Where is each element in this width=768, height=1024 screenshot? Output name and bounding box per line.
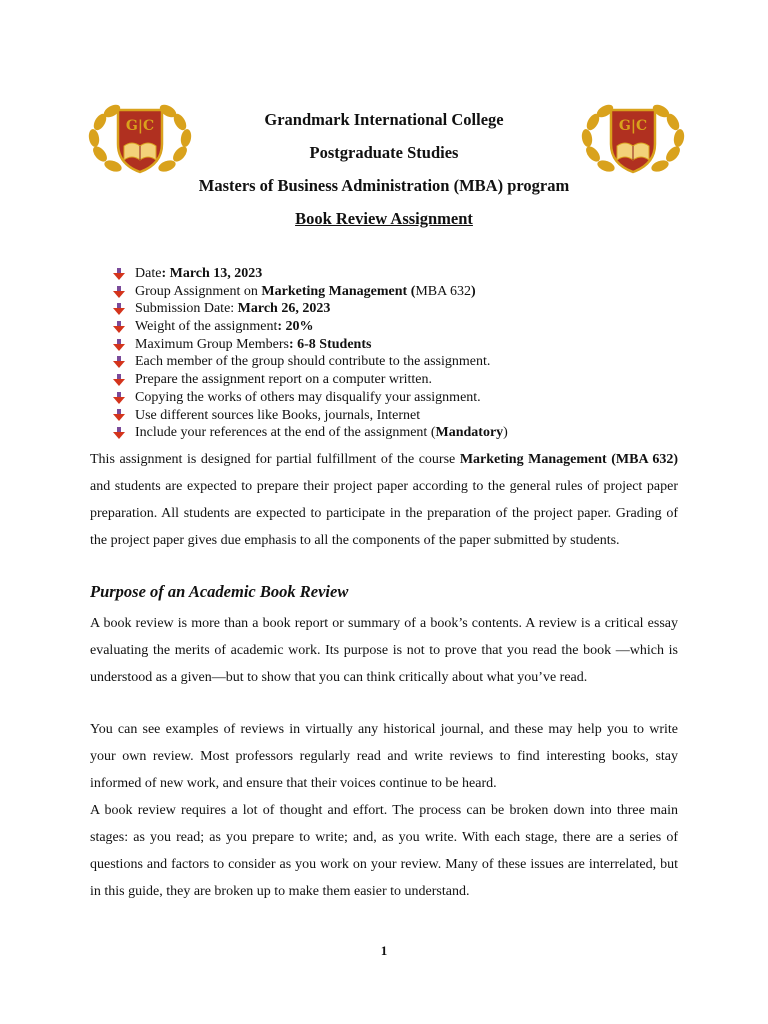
down-arrow-icon bbox=[113, 392, 125, 404]
down-arrow-icon bbox=[113, 409, 125, 421]
intro-paragraph bbox=[90, 446, 678, 554]
bullet-text: Copying the works of others may disqualify your assignment. bbox=[135, 389, 481, 405]
bullet-text-post: ) bbox=[503, 425, 508, 441]
department: Postgraduate Studies bbox=[309, 143, 459, 162]
bullet-text: Maximum Group Members bbox=[135, 336, 289, 352]
down-arrow-icon bbox=[113, 268, 125, 280]
bullet-item bbox=[113, 300, 713, 318]
bullet-item bbox=[113, 371, 713, 389]
bullet-text: Each member of the group should contribute to the assignment. bbox=[135, 354, 491, 370]
bullet-item bbox=[113, 265, 713, 283]
bullet-text: Prepare the assignment report on a computer written. bbox=[135, 372, 433, 388]
intro-text-rest: and students are expected to prepare their project paper according to the general rules of project paper preparation. All students are expected to participate in the preparation of the project paper. Grading of the project paper gives due emphasis to all the components of the paper submitted by students. bbox=[90, 479, 678, 548]
bullet-item bbox=[113, 407, 713, 425]
down-arrow-icon bbox=[113, 321, 125, 333]
bullet-item bbox=[113, 283, 713, 301]
paragraph-3: A book review requires a lot of thought and effort. The process can be broken down into three main stages: as you read; as you prepare to write; and, as you write. With each stage, there are a series of questions and factors to consider as you work on your review. Many of these issues are interrelated, but in this guide, they are broken up to make them easier to understand. bbox=[90, 803, 678, 899]
bullet-text: Include your references at the end of the assignment ( bbox=[135, 425, 436, 441]
paragraph-2: You can see examples of reviews in virtually any historical journal, and these may help you to write your own review. Most professors regularly read and write reviews to find interesting books, stay informed of new work, and ensure that their voices continue to be heard. bbox=[90, 722, 678, 791]
bullet-bold: : 20% bbox=[277, 319, 314, 335]
college-name: Grandmark International College bbox=[264, 110, 504, 129]
down-arrow-icon bbox=[113, 303, 125, 315]
intro-text: This assignment is designed for partial fulfillment of the course bbox=[90, 452, 460, 467]
bullet-item bbox=[113, 353, 713, 371]
document-header bbox=[0, 108, 768, 240]
down-arrow-icon bbox=[113, 427, 125, 439]
down-arrow-icon bbox=[113, 286, 125, 298]
assignment-title: Book Review Assignment bbox=[295, 209, 473, 228]
bullet-bold: : 6-8 Students bbox=[288, 336, 372, 352]
bullet-text: Date bbox=[135, 266, 162, 281]
bullet-text-post: MBA 632 bbox=[415, 283, 471, 299]
bullet-item bbox=[113, 424, 713, 442]
bullet-bold: Mandatory bbox=[435, 425, 504, 441]
bullet-item bbox=[113, 389, 713, 407]
bullet-text: Group Assignment on bbox=[135, 283, 262, 299]
down-arrow-icon bbox=[113, 356, 125, 368]
down-arrow-icon bbox=[113, 339, 125, 351]
bullet-bold: March 26, 2023 bbox=[237, 301, 331, 317]
program-name: Masters of Business Administration (MBA) program bbox=[198, 176, 570, 195]
bullet-item bbox=[113, 318, 713, 336]
svg-text:G|C: G|C bbox=[618, 118, 648, 134]
assignment-details-list bbox=[113, 265, 713, 442]
svg-text:G|C: G|C bbox=[125, 118, 155, 134]
course-name: Marketing Management (MBA 632) bbox=[459, 452, 678, 467]
bullet-text: Submission Date: bbox=[135, 301, 238, 317]
down-arrow-icon bbox=[113, 374, 125, 386]
paragraph-1: A book review is more than a book report or summary of a book’s contents. A review is a critical essay evaluating the merits of academic work. Its purpose is not to prove that you read the book —which is understood as a given—but to show that you can think critically about what you’ve read. bbox=[90, 616, 678, 685]
bullet-text: Use different sources like Books, journals, Internet bbox=[135, 407, 421, 423]
section-title: Purpose of an Academic Book Review bbox=[90, 582, 349, 601]
page-number: 1 bbox=[380, 943, 388, 958]
bullet-item bbox=[113, 336, 713, 354]
bullet-text: Weight of the assignment bbox=[135, 319, 278, 335]
bullet-bold: Marketing Management ( bbox=[261, 283, 416, 299]
bullet-bold-end: ) bbox=[470, 283, 476, 299]
bullet-bold: : March 13, 2023 bbox=[161, 266, 263, 281]
